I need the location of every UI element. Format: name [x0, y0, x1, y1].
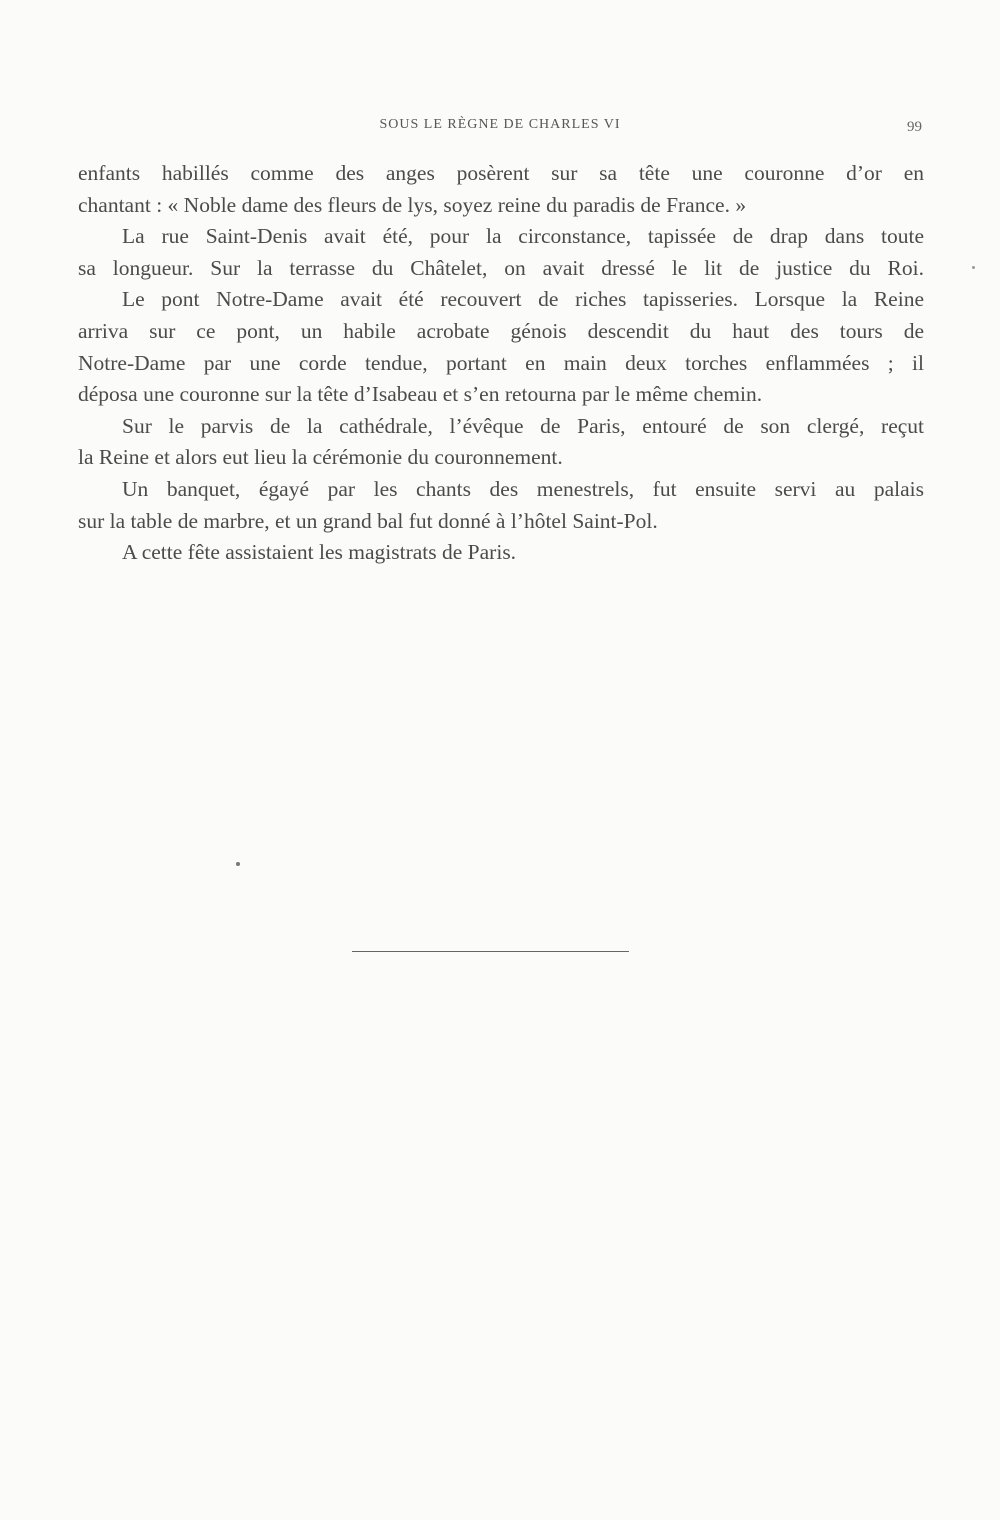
text-line: arriva sur ce pont, un habile acrobate génois descendit du haut des tours de: [78, 318, 924, 343]
text-line: Sur le parvis de la cathédrale, l’évêque de Paris, entouré de son clergé, reçut: [122, 413, 924, 438]
running-title: SOUS LE RÈGNE DE CHARLES VI: [379, 117, 621, 132]
paper-speck: [972, 266, 975, 269]
paper-speck: [236, 862, 240, 866]
text-line: enfants habillés comme des anges posèrent sur sa tête une couronne d’or en: [78, 161, 924, 185]
section-end-rule: [352, 951, 629, 952]
text-line: Notre-Dame par une corde tendue, portant en main deux torches enflammées ; il: [78, 350, 924, 375]
text-line: sa longueur. Sur la terrasse du Châtelet, on avait dressé le lit de justice du Roi.: [78, 255, 924, 280]
text-line: La rue Saint-Denis avait été, pour la circonstance, tapissée de drap dans toute: [122, 224, 924, 249]
text-line: A cette fête assistaient les magistrats de Paris.: [122, 540, 517, 565]
body-text: [78, 158, 924, 569]
text-line: la Reine et alors eut lieu la cérémonie du couronnement.: [78, 445, 563, 470]
page-number: 99: [907, 119, 922, 135]
text-line: Le pont Notre-Dame avait été recouvert de riches tapisseries. Lorsque la Reine: [122, 287, 924, 312]
text-line: Un banquet, égayé par les chants des menestrels, fut ensuite servi au palais: [122, 476, 924, 501]
text-line: déposa une couronne sur la tête d’Isabeau et s’en retourna par le même chemin.: [78, 382, 763, 407]
running-head: [0, 117, 1000, 141]
text-line: chantant : « Noble dame des fleurs de lys, soyez reine du paradis de France. »: [78, 192, 747, 217]
text-line: sur la table de marbre, et un grand bal fut donné à l’hôtel Saint-Pol.: [78, 508, 658, 533]
